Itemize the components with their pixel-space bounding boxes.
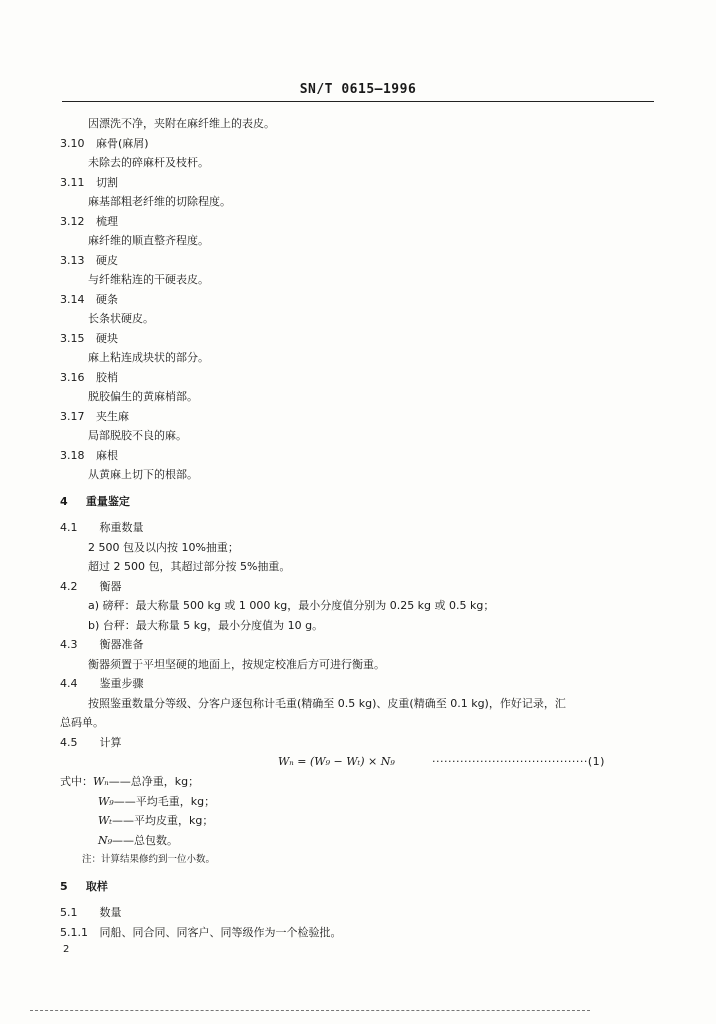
subsection-number: 5.1.1 — [60, 925, 88, 939]
variable-definition — [60, 831, 656, 851]
term-title: 硬皮 — [96, 253, 118, 267]
section-4-heading — [60, 492, 656, 512]
term-title: 梳理 — [96, 214, 118, 228]
term-number: 3.14 — [60, 292, 85, 306]
term-heading — [60, 329, 656, 349]
term-number: 3.15 — [60, 331, 85, 345]
subsection-number: 5.1 — [60, 906, 78, 919]
leader-dots-text: ······································· — [432, 755, 588, 768]
subsection-number: 4.4 — [60, 677, 78, 690]
term-definition: 麻纤维的顺直整齐程度。 — [88, 234, 209, 247]
term-title: 硬条 — [96, 292, 118, 306]
subsection-title: 称重数量 — [99, 521, 144, 534]
subsection-title: 衡器准备 — [99, 638, 144, 651]
scan-edge-line — [30, 1010, 590, 1011]
term-number: 3.16 — [60, 370, 85, 384]
section-5-heading — [60, 877, 656, 897]
variable-definition — [60, 811, 656, 831]
variable-symbol: Wₙ — [93, 775, 109, 788]
paragraph: 衡器须置于平坦坚硬的地面上，按规定校准后方可进行衡重。 — [88, 657, 385, 671]
variable-symbol: N₉ — [98, 833, 113, 847]
term-number: 3.10 — [60, 136, 85, 150]
subsection-4-1-heading — [60, 518, 656, 538]
term-heading — [60, 134, 656, 154]
subsection-number: 4.3 — [60, 638, 78, 651]
section-number: 5 — [60, 879, 68, 893]
variable-symbol: Wₜ — [98, 814, 113, 827]
variable-description: ——总净重，kg； — [108, 775, 200, 788]
term-heading — [60, 368, 656, 388]
leader-dots — [432, 752, 605, 772]
subsection-4-2-heading — [60, 577, 656, 597]
variable-symbol: W₉ — [98, 794, 114, 808]
subsection-5-1-1 — [60, 923, 656, 943]
term-heading — [60, 446, 656, 466]
page-number: 2 — [63, 944, 70, 955]
document-body — [60, 114, 656, 942]
term-definition: 与纤维粘连的干硬表皮。 — [88, 273, 209, 286]
term-title: 硬块 — [96, 331, 118, 345]
variables-lead: 式中： — [60, 775, 93, 788]
section-title: 取样 — [85, 879, 108, 893]
term-number: 3.13 — [60, 253, 85, 267]
list-item: a) 磅秤：最大称量 500 kg 或 1 000 kg，最小分度值分别为 0.25 kg 或 0.5 kg； — [88, 599, 495, 612]
term-heading — [60, 251, 656, 271]
term-heading — [60, 407, 656, 427]
term-title: 麻根 — [96, 448, 118, 462]
subsection-5-1-heading — [60, 903, 656, 923]
subsection-number: 4.5 — [60, 735, 78, 749]
term-list — [60, 114, 656, 485]
term-heading — [60, 173, 656, 193]
term-number: 3.17 — [60, 409, 85, 423]
term-heading — [60, 212, 656, 232]
subsection-4-5-heading — [60, 733, 656, 753]
term-title: 胶梢 — [96, 370, 118, 384]
paragraph: 2 500 包及以内按 10%抽重； — [88, 540, 239, 554]
subsection-4-4-heading — [60, 674, 656, 694]
calculation-note: 注：计算结果修约到一位小数。 — [82, 854, 216, 865]
variable-description: ——总包数。 — [112, 833, 179, 847]
list-item: b) 台秤：最大称量 5 kg，最小分度值为 10 g。 — [88, 618, 324, 632]
paragraph: 同船、同合同、同客户、同等级作为一个检验批。 — [99, 925, 342, 939]
subsection-number: 4.1 — [60, 521, 78, 534]
paragraph: 超过 2 500 包，其超过部分按 5%抽重。 — [88, 560, 291, 573]
subsection-title: 鉴重步骤 — [99, 677, 144, 690]
term-definition: 局部脱胶不良的麻。 — [88, 429, 187, 442]
term-definition: 未除去的碎麻杆及枝杆。 — [88, 156, 209, 169]
term-definition: 麻基部粗老纤维的切除程度。 — [88, 195, 231, 208]
subsection-number: 4.2 — [60, 579, 78, 593]
term-heading — [60, 290, 656, 310]
standard-number-header: SN/T 0615—1996 — [299, 82, 417, 97]
variable-definition — [60, 772, 656, 792]
paragraph-continuation: 总码单。 — [60, 716, 104, 729]
subsection-title: 数量 — [99, 906, 122, 919]
term-definition: 从黄麻上切下的根部。 — [88, 468, 198, 481]
formula-line — [60, 752, 656, 772]
term-definition: 因漂洗不净，夹附在麻纤维上的表皮。 — [88, 117, 275, 130]
term-title: 麻骨(麻屑) — [96, 136, 149, 150]
equation-number: (1) — [587, 755, 605, 768]
term-title: 切割 — [96, 175, 118, 189]
term-number: 3.12 — [60, 214, 85, 228]
term-title: 夹生麻 — [96, 409, 129, 423]
variable-definition — [60, 792, 656, 812]
section-number: 4 — [60, 494, 68, 508]
subsection-4-3-heading — [60, 635, 656, 655]
term-definition: 长条状硬皮。 — [88, 312, 154, 325]
section-title: 重量鉴定 — [85, 494, 130, 508]
term-number: 3.18 — [60, 448, 85, 462]
variable-description: ——平均皮重，kg； — [112, 814, 214, 827]
term-definition: 麻上粘连成块状的部分。 — [88, 351, 209, 364]
paragraph: 按照鉴重数量分等级、分客户逐包称计毛重(精确至 0.5 kg)、皮重(精确至 0.1 kg)，作好记录，汇 — [88, 696, 566, 710]
subsection-title: 计算 — [99, 735, 122, 749]
term-definition: 脱胶偏生的黄麻梢部。 — [88, 390, 198, 403]
formula-expression: Wₙ = (W₉ − Wₜ) × N₉ — [278, 755, 395, 768]
subsection-title: 衡器 — [99, 579, 122, 593]
variable-description: ——平均毛重，kg； — [113, 794, 216, 808]
header-divider — [62, 101, 654, 102]
term-number: 3.11 — [60, 175, 85, 189]
